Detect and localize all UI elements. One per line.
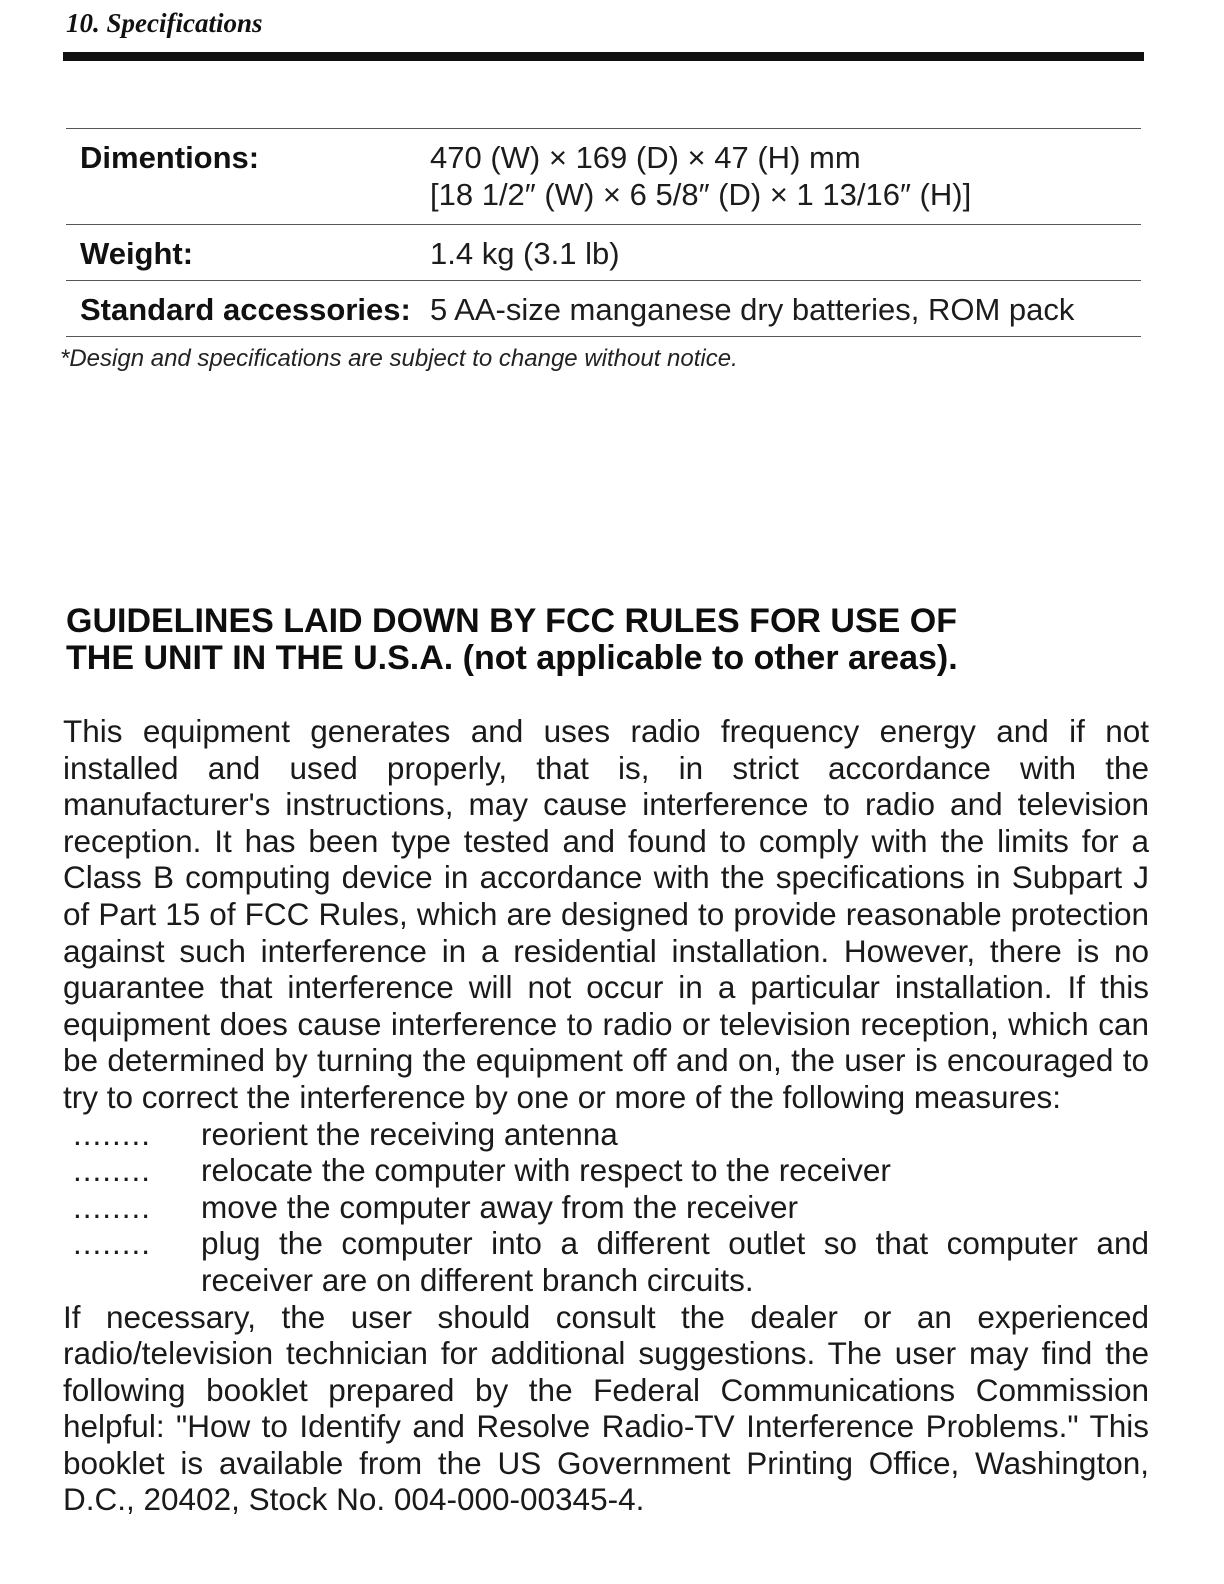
spec-value-line: 470 (W) × 169 (D) × 47 (H) mm bbox=[430, 140, 861, 175]
fcc-heading bbox=[66, 603, 1156, 677]
list-item bbox=[63, 1116, 1149, 1153]
bullet-marker: ........ bbox=[73, 1115, 152, 1152]
spec-row-accessories bbox=[66, 281, 1141, 337]
bullet-marker: ........ bbox=[73, 1225, 152, 1262]
spec-value: 5 AA-size manganese dry batteries, ROM pack bbox=[430, 292, 1075, 327]
list-item bbox=[63, 1152, 1149, 1189]
spec-label: Dimentions: bbox=[80, 140, 260, 175]
spec-value: 1.4 kg (3.1 lb) bbox=[430, 236, 620, 271]
spec-row-weight bbox=[66, 225, 1141, 281]
spec-row-dimensions bbox=[66, 129, 1141, 225]
spec-label: Weight: bbox=[80, 236, 194, 271]
measure-text: plug the computer into a different outlet so that computer and receiver are on different branch circuits. bbox=[201, 1225, 1149, 1298]
bullet-marker: ........ bbox=[73, 1152, 152, 1189]
fcc-body bbox=[63, 713, 1149, 1518]
spec-value bbox=[430, 139, 1141, 215]
page-section-title: 10. Specifications bbox=[66, 8, 263, 38]
fcc-heading-line: THE UNIT IN THE U.S.A. (not applicable to other areas). bbox=[66, 639, 958, 677]
measure-text: reorient the receiving antenna bbox=[201, 1115, 618, 1152]
fcc-closing-paragraph: If necessary, the user should consult the dealer or an experienced radio/television technician for additional suggestions. The user may find the following booklet prepared by the Federal Communications Commission helpful: "How to Identify and Resolve Radio-TV Interference Problems." This booklet is available from the US Government Printing Office, Washington, D.C., 20402, Stock No. 004-000-00345-4. bbox=[63, 1298, 1149, 1518]
fcc-intro-paragraph: This equipment generates and uses radio frequency energy and if not installed and used properly, that is, in strict accordance with the manufacturer's instructions, may cause interference to radio and television reception. It has been type tested and found to comply with the limits for a Class B computing device in accordance with the specifications in Subpart J of Part 15 of FCC Rules, which are designed to provide reasonable protection against such interference in a residential installation. However, there is no guarantee that interference will not occur in a particular installation. If this equipment does cause interference to radio or television reception, which can be determined by turning the equipment off and on, the user is encouraged to try to correct the interference by one or more of the following measures: bbox=[63, 713, 1149, 1115]
list-item bbox=[63, 1189, 1149, 1226]
spec-label: Standard accessories: bbox=[80, 292, 411, 327]
spec-value-line: [18 1/2″ (W) × 6 5/8″ (D) × 1 13/16″ (H)] bbox=[430, 177, 972, 212]
bullet-marker: ........ bbox=[73, 1188, 152, 1225]
spec-footnote: *Design and specifications are subject to change without notice. bbox=[60, 345, 738, 372]
fcc-heading-line: GUIDELINES LAID DOWN BY FCC RULES FOR USE OF bbox=[66, 602, 957, 640]
measures-list bbox=[63, 1116, 1149, 1299]
header-rule bbox=[63, 52, 1144, 61]
specifications-table bbox=[66, 128, 1141, 337]
list-item bbox=[63, 1225, 1149, 1298]
measure-text: move the computer away from the receiver bbox=[201, 1188, 798, 1225]
measure-text: relocate the computer with respect to the receiver bbox=[201, 1152, 891, 1189]
